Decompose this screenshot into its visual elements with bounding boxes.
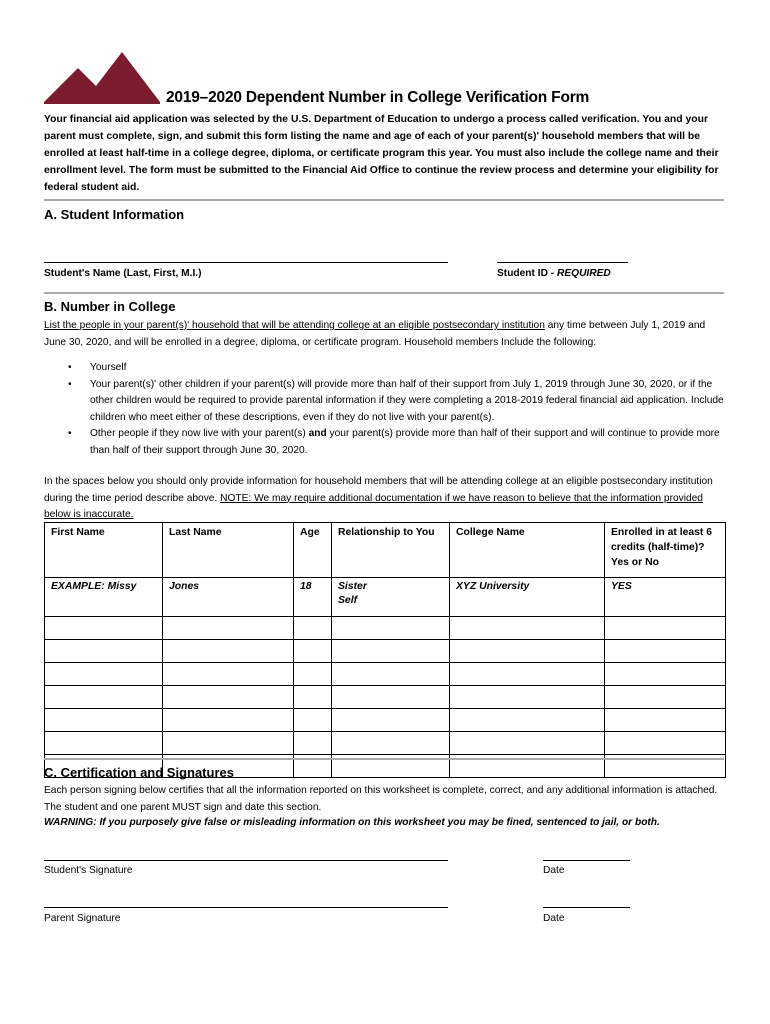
household-table <box>44 522 726 778</box>
col-first-name: First Name <box>45 523 163 578</box>
student-name-line[interactable] <box>44 262 448 263</box>
section-b-paragraph: List the people in your parent(s)' household that will be attending college at an eligible postsecondary institution any time between July 1, 2019 and June 30, 2020, and will be enrolled in a degree, diploma, or certificate program. Household members Include the following: <box>44 320 706 348</box>
cell-input[interactable] <box>605 709 726 732</box>
cell-input[interactable] <box>605 640 726 663</box>
cell-input[interactable] <box>163 640 294 663</box>
warning-text: WARNING: If you purposely give false or misleading information on this worksheet you may be fined, sentenced to jail, or both. <box>44 817 660 828</box>
cell-input[interactable] <box>45 732 163 755</box>
table-row[interactable] <box>45 732 726 755</box>
note-text: NOTE: We may require additional documentation if we have reason to believe that the information provided below is inaccurate. <box>44 492 703 520</box>
intro-paragraph: Your financial aid application was selected by the U.S. Department of Education to undergo a process called verification. You and your parent must complete, sign, and submit this form listing the name and age of each of your parent(s)' household members that will be enrolled at least half-time in a college degree, diploma, or certificate program this year. You must also include the college name and their enrollment level. The form must be submitted to the Financial Aid Office to continue the review process and determine your eligibility for federal student aid. <box>44 114 719 193</box>
cell-input[interactable] <box>450 617 605 640</box>
cell-input[interactable] <box>163 709 294 732</box>
section-divider <box>44 292 724 294</box>
certification-paragraph: Each person signing below certifies that all the information reported on this worksheet is complete, correct, and any additional information is attached. The student and one parent MUST sign and date this section. <box>44 785 718 813</box>
example-first: EXAMPLE: Missy <box>45 578 163 617</box>
section-b-heading: B. Number in College <box>44 299 176 314</box>
required-tag: REQUIRED <box>557 268 611 279</box>
list-item: • Your parent(s)' other children if your parent(s) will provide more than half of their support from July 1, 2019 through June 30, 2020, or if the other children would be required to provide parental information if they were completing a 2018-2019 federal financial aid application. Include children who meet either of these descriptions, even if they do not live with your parent(s). <box>44 377 724 427</box>
cell-input[interactable] <box>45 709 163 732</box>
cell-input[interactable] <box>450 709 605 732</box>
table-row[interactable] <box>45 617 726 640</box>
cell-input[interactable] <box>45 640 163 663</box>
section-a-heading: A. Student Information <box>44 207 185 222</box>
student-name-label: Student's Name (Last, First, M.I.) <box>44 268 202 279</box>
cell-input[interactable] <box>45 617 163 640</box>
cell-input[interactable] <box>45 663 163 686</box>
example-last: Jones <box>163 578 294 617</box>
col-enrolled: Enrolled in at least 6 credits (half-time)? Yes or No <box>605 523 726 578</box>
cell-input[interactable] <box>332 686 450 709</box>
cell-input[interactable] <box>294 732 332 755</box>
cell-input[interactable] <box>605 617 726 640</box>
student-id-line[interactable] <box>497 262 628 263</box>
table-header-row <box>45 523 726 578</box>
student-date-line[interactable] <box>543 860 630 861</box>
cell-input[interactable] <box>605 686 726 709</box>
parent-signature-line[interactable] <box>44 907 448 908</box>
cell-input[interactable] <box>45 686 163 709</box>
list-item: • Yourself <box>44 360 724 377</box>
table-row[interactable] <box>45 640 726 663</box>
student-signature-line[interactable] <box>44 860 448 861</box>
form-title: 2019–2020 Dependent Number in College Verification Form <box>166 89 590 106</box>
instructions-paragraph: In the spaces below you should only provide information for household members that will be attending college at an eligible postsecondary institution during the time period describe above. NOTE: We may require additional documentation if we have reason to believe that the information provided below is inaccurate. <box>44 476 713 520</box>
parent-date-line[interactable] <box>543 907 630 908</box>
table-row[interactable] <box>45 709 726 732</box>
example-college: XYZ University <box>450 578 605 617</box>
cell-input[interactable] <box>450 686 605 709</box>
cell-input[interactable] <box>294 617 332 640</box>
cell-input[interactable] <box>605 663 726 686</box>
cell-input[interactable] <box>450 663 605 686</box>
cell-input[interactable] <box>332 709 450 732</box>
section-divider <box>44 758 724 760</box>
cell-input[interactable] <box>294 686 332 709</box>
student-date-label: Date <box>543 865 565 876</box>
example-enrolled: YES <box>605 578 726 617</box>
table-row[interactable] <box>45 686 726 709</box>
cell-input[interactable] <box>163 686 294 709</box>
cell-input[interactable] <box>163 663 294 686</box>
cell-input[interactable] <box>294 640 332 663</box>
household-list <box>44 360 724 459</box>
example-relationship: Sister Self <box>332 578 450 617</box>
cell-input[interactable] <box>294 663 332 686</box>
section-c-heading: C. Certification and Signatures <box>44 765 234 780</box>
student-signature-label: Student's Signature <box>44 865 133 876</box>
parent-signature-label: Parent Signature <box>44 913 121 924</box>
example-row <box>45 578 726 617</box>
col-college: College Name <box>450 523 605 578</box>
list-item: • Other people if they now live with your parent(s) and your parent(s) provide more than half of their support and will continue to provide more than half of their support through June 30, 2020. <box>44 426 724 459</box>
col-relationship: Relationship to You <box>332 523 450 578</box>
cell-input[interactable] <box>332 732 450 755</box>
student-id-label: Student ID - REQUIRED <box>497 268 611 279</box>
cell-input[interactable] <box>332 640 450 663</box>
col-age: Age <box>294 523 332 578</box>
example-age: 18 <box>294 578 332 617</box>
cell-input[interactable] <box>450 640 605 663</box>
cell-input[interactable] <box>294 709 332 732</box>
col-last-name: Last Name <box>163 523 294 578</box>
cell-input[interactable] <box>163 617 294 640</box>
cell-input[interactable] <box>332 663 450 686</box>
parent-date-label: Date <box>543 913 565 924</box>
table-row[interactable] <box>45 663 726 686</box>
cell-input[interactable] <box>605 732 726 755</box>
cell-input[interactable] <box>163 732 294 755</box>
cell-input[interactable] <box>450 732 605 755</box>
mountain-logo-icon <box>44 48 160 104</box>
cell-input[interactable] <box>332 617 450 640</box>
section-divider <box>44 199 724 201</box>
